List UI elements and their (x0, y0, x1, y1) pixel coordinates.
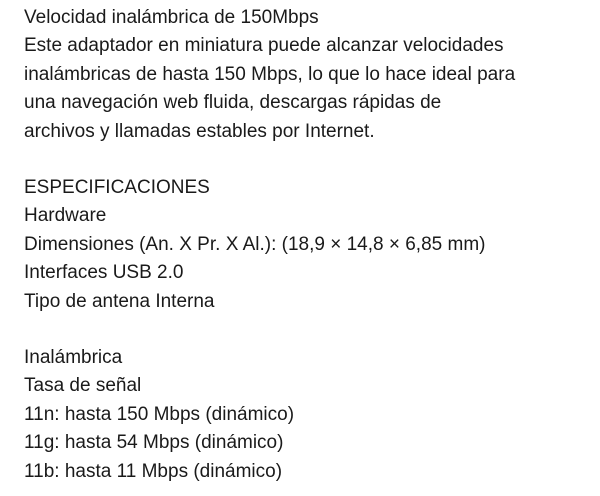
intro-line-4: archivos y llamadas estables por Internet. (24, 120, 375, 142)
hardware-title: Hardware (24, 205, 107, 227)
specifications-section (24, 174, 590, 316)
wireless-section (24, 344, 590, 486)
intro-title: Velocidad inalámbrica de 150Mbps (24, 7, 319, 28)
antenna-type-text: Tipo de antena Interna (24, 290, 215, 312)
rate-11b: 11b: hasta 11 Mbps (dinámico) (24, 460, 283, 482)
intro-line-2: inalámbricas de hasta 150 Mbps, lo que lo hace ideal para (24, 63, 516, 85)
wireless-title: Inalámbrica (24, 347, 123, 368)
intro-line-3: una navegación web fluida, descargas rápidas de (24, 92, 442, 114)
dimensions-text: Dimensiones (An. X Pr. X Al.): (18,9 × 14,8 × 6,85 mm) (24, 233, 486, 255)
intro-line-1: Este adaptador en miniatura puede alcanzar velocidades (24, 35, 504, 57)
rate-11n: 11n: hasta 150 Mbps (dinámico) (24, 403, 295, 425)
specifications-heading: ESPECIFICACIONES (24, 177, 210, 198)
rate-11g: 11g: hasta 54 Mbps (dinámico) (24, 432, 284, 454)
intro-section (24, 4, 590, 146)
signal-rate-title: Tasa de señal (24, 375, 142, 397)
interfaces-text: Interfaces USB 2.0 (24, 262, 184, 284)
